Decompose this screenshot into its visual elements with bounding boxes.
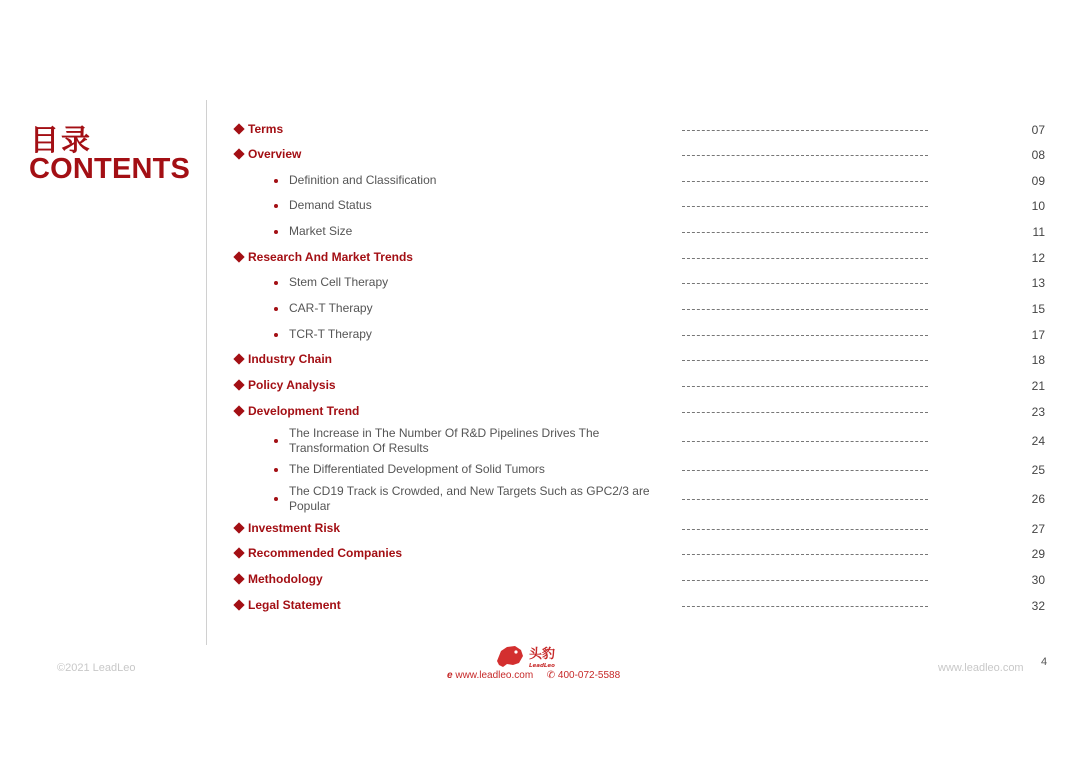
- leopard-head-icon: [497, 646, 523, 667]
- web-icon: e: [447, 670, 453, 681]
- diamond-bullet-icon: [233, 379, 244, 390]
- toc-subsection-link[interactable]: Stem Cell Therapy: [289, 275, 389, 289]
- toc-page-number[interactable]: 27: [1031, 522, 1045, 536]
- dotted-leader: [682, 155, 928, 156]
- toc-label-line: The Increase in The Number Of R&D Pipelines Drives The: [289, 426, 600, 440]
- dot-bullet-icon: [274, 497, 278, 501]
- toc-subsection-link[interactable]: Definition and Classification: [289, 173, 437, 187]
- leadleo-logo: [495, 643, 565, 669]
- phone-icon: ✆: [546, 670, 556, 681]
- toc-subsection-link[interactable]: The Differentiated Development of Solid Tumors: [289, 462, 545, 476]
- dotted-leader: [682, 309, 928, 310]
- dotted-leader: [682, 412, 928, 413]
- dotted-leader: [682, 470, 928, 471]
- dot-bullet-icon: [274, 230, 278, 234]
- toc-page-number[interactable]: 25: [1031, 463, 1045, 477]
- footer-contact: [447, 670, 620, 681]
- toc-page-number[interactable]: 09: [1031, 174, 1045, 188]
- footer-website[interactable]: www.leadleo.com: [938, 662, 1024, 674]
- toc-section-link[interactable]: Recommended Companies: [248, 546, 403, 560]
- dotted-leader: [682, 181, 928, 182]
- dot-bullet-icon: [274, 281, 278, 285]
- diamond-bullet-icon: [233, 251, 244, 262]
- logo-en-text: LeadLeo: [529, 663, 555, 669]
- dotted-leader: [682, 206, 928, 207]
- toc-page-number[interactable]: 08: [1031, 148, 1045, 162]
- diamond-bullet-icon: [233, 123, 244, 134]
- toc-section-link[interactable]: Research And Market Trends: [248, 250, 413, 264]
- dotted-leader: [682, 258, 928, 259]
- copyright-text: ©2021 LeadLeo: [57, 662, 136, 674]
- diamond-bullet-icon: [233, 353, 244, 364]
- toc-page-number[interactable]: 23: [1031, 405, 1045, 419]
- toc-page-number[interactable]: 17: [1031, 328, 1045, 342]
- dotted-leader: [682, 232, 928, 233]
- diamond-bullet-icon: [233, 547, 244, 558]
- toc-section-link[interactable]: Overview: [248, 147, 302, 161]
- dotted-leader: [682, 130, 928, 131]
- page-number: 4: [1041, 656, 1048, 668]
- toc-page-number[interactable]: 10: [1031, 199, 1045, 213]
- dot-bullet-icon: [274, 439, 278, 443]
- dot-bullet-icon: [274, 333, 278, 337]
- toc-page-number[interactable]: 24: [1031, 434, 1045, 448]
- diamond-bullet-icon: [233, 148, 244, 159]
- dot-bullet-icon: [274, 468, 278, 472]
- toc-page-number[interactable]: 21: [1031, 379, 1045, 393]
- logo-cn-text: 头豹: [529, 647, 556, 662]
- toc-section-link[interactable]: Industry Chain: [248, 352, 333, 366]
- toc-section-link[interactable]: Policy Analysis: [248, 378, 336, 392]
- contact-phone: 400-072-5588: [557, 670, 621, 681]
- toc-page-number[interactable]: 18: [1031, 353, 1045, 367]
- dotted-leader: [682, 360, 928, 361]
- dotted-leader: [682, 441, 928, 442]
- toc-section-link[interactable]: Investment Risk: [248, 521, 341, 535]
- toc-subsection-link[interactable]: TCR-T Therapy: [289, 327, 372, 341]
- toc-page-number[interactable]: 13: [1031, 276, 1045, 290]
- contents-title: CONTENTS: [29, 153, 191, 185]
- toc-page-number[interactable]: 11: [1032, 225, 1045, 239]
- dotted-leader: [682, 580, 928, 581]
- diamond-bullet-icon: [233, 599, 244, 610]
- dotted-leader: [682, 283, 928, 284]
- toc-section-link[interactable]: Legal Statement: [248, 598, 341, 612]
- toc-page-number[interactable]: 26: [1031, 492, 1045, 506]
- toc-label-line: The CD19 Track is Crowded, and New Targets Such as GPC2/3 are: [289, 484, 650, 498]
- toc-page-number[interactable]: 32: [1031, 599, 1045, 613]
- diamond-bullet-icon: [233, 405, 244, 416]
- toc-page-number[interactable]: 29: [1031, 547, 1045, 561]
- toc-section-link[interactable]: Methodology: [248, 572, 323, 586]
- dot-bullet-icon: [274, 307, 278, 311]
- dotted-leader: [682, 529, 928, 530]
- dot-bullet-icon: [274, 204, 278, 208]
- contents-title-chinese: 目录: [30, 123, 93, 157]
- toc-label-line: Transformation Of Results: [289, 441, 429, 455]
- toc-page-number[interactable]: 12: [1031, 251, 1045, 265]
- diamond-bullet-icon: [233, 522, 244, 533]
- toc-section-link[interactable]: Development Trend: [248, 404, 360, 418]
- toc-label-line: Popular: [289, 499, 331, 513]
- dotted-leader: [682, 335, 928, 336]
- dot-bullet-icon: [274, 179, 278, 183]
- dotted-leader: [682, 386, 928, 387]
- dotted-leader: [682, 606, 928, 607]
- diamond-bullet-icon: [233, 573, 244, 584]
- toc-page-number[interactable]: 15: [1031, 302, 1045, 316]
- dotted-leader: [682, 499, 928, 500]
- toc-subsection-link[interactable]: [289, 484, 650, 514]
- toc-subsection-link[interactable]: [289, 426, 599, 456]
- contact-website[interactable]: www.leadleo.com: [455, 670, 534, 681]
- toc-subsection-link[interactable]: Market Size: [289, 224, 353, 238]
- dotted-leader: [682, 554, 928, 555]
- toc-section-link[interactable]: Terms: [248, 122, 284, 136]
- toc-page-number[interactable]: 30: [1031, 573, 1045, 587]
- toc-page-number[interactable]: 07: [1031, 123, 1045, 137]
- toc-subsection-link[interactable]: CAR-T Therapy: [289, 301, 373, 315]
- toc-subsection-link[interactable]: Demand Status: [289, 198, 372, 212]
